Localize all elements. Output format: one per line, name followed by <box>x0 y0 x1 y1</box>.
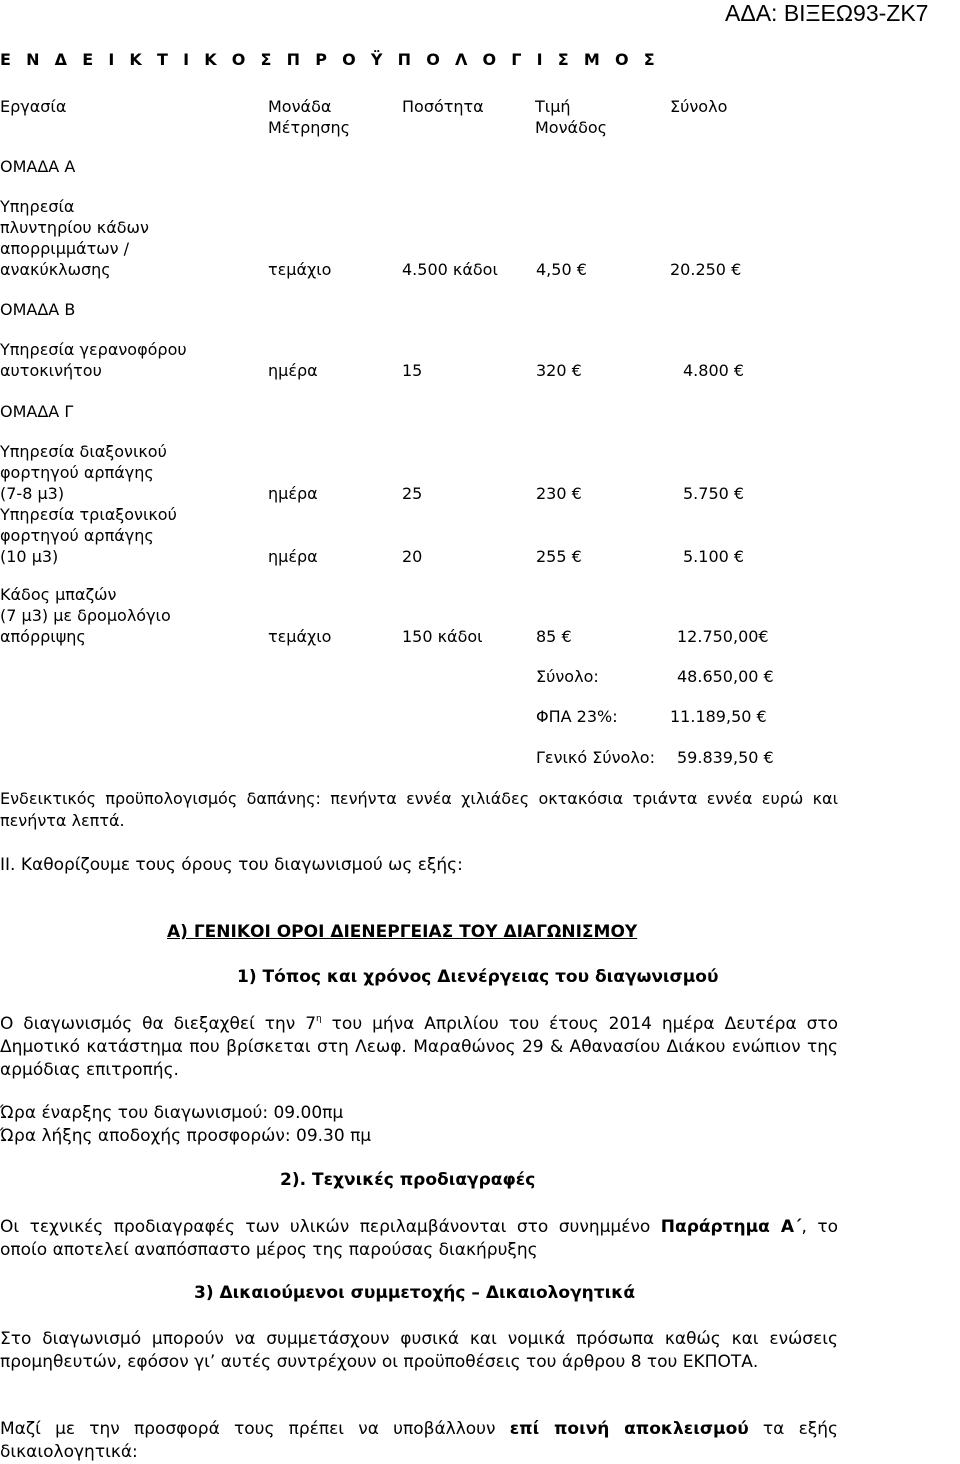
tech-specs-paragraph <box>0 1216 838 1262</box>
budget-in-words: Ενδεικτικός προϋπολογισμός δαπάνης: πενήντα εννέα χιλιάδες οκτακόσια τριάντα εννέα ευρώ και πενήντα λεπτά. <box>0 789 838 830</box>
tech-specs-text-b: , το οποίο αποτελεί αναπόσπαστο μέρος της παρούσας διακήρυξης <box>0 1217 838 1260</box>
row-qty: 25 <box>402 484 423 503</box>
grand-total-label: Γενικό Σύνολο: <box>536 748 655 767</box>
documents-text-a: Μαζί με την προσφορά τους πρέπει να υποβάλλουν <box>0 1419 510 1439</box>
row-desc-line: Υπηρεσία γερανοφόρου <box>0 340 187 359</box>
col-header-work: Εργασία <box>0 97 67 116</box>
group-label-b: ΟΜΑΔΑ Β <box>0 300 76 319</box>
table-row-desc <box>0 441 167 504</box>
row-unit: τεμάχιο <box>268 627 332 646</box>
row-price: 230 € <box>536 484 582 503</box>
row-total: 12.750,00€ <box>677 627 769 646</box>
table-row-desc <box>0 339 187 381</box>
ordinal-suffix: η <box>316 1014 322 1024</box>
tech-specs-text-a: Οι τεχνικές προδιαγραφές των υλικών περιλαμβάνονται στο συνημμένο <box>0 1217 661 1237</box>
col-header-price-line2: Μονάδος <box>535 118 608 137</box>
row-desc-line: Υπηρεσία διαξονικού <box>0 442 167 461</box>
row-desc-line: απόρριψης <box>0 627 86 646</box>
row-unit: τεμάχιο <box>268 260 332 279</box>
table-row-desc <box>0 504 177 567</box>
row-unit: ημέρα <box>268 484 318 503</box>
doc-title: Ε Ν Δ Ε Ι Κ Τ Ι Κ Ο Σ Π Ρ Ο Ϋ Π Ο Λ Ο Γ Ι Σ Μ Ο Σ <box>0 50 660 69</box>
subheading-place-time: 1) Τόπος και χρόνος Διενέργειας του διαγωνισμού <box>237 967 719 987</box>
row-desc-line: φορτηγού αρπάγης <box>0 463 154 482</box>
row-price: 4,50 € <box>536 260 587 279</box>
col-header-unit-line1: Μονάδα <box>268 97 332 116</box>
row-qty: 4.500 κάδοι <box>402 260 498 279</box>
section-ii-intro: ΙΙ. Καθορίζουμε τους όρους του διαγωνισμού ως εξής: <box>0 855 463 875</box>
row-price: 255 € <box>536 547 582 566</box>
row-qty: 20 <box>402 547 423 566</box>
col-header-price <box>535 96 607 138</box>
row-desc-line: Υπηρεσία τριαξονικού <box>0 505 177 524</box>
col-header-price-line1: Τιμή <box>535 97 571 116</box>
group-label-c: ΟΜΑΔΑ Γ <box>0 402 74 421</box>
exclusion-warning: επί ποινή αποκλεισμού <box>509 1419 749 1439</box>
row-desc-line: απορριμμάτων / <box>0 239 130 258</box>
start-time: Ώρα έναρξης του διαγωνισμού: 09.00πμ <box>0 1103 344 1123</box>
row-desc-line: Κάδος μπαζών <box>0 585 117 604</box>
end-time: Ώρα λήξης αποδοχής προσφορών: 09.30 πμ <box>0 1126 372 1146</box>
row-total: 20.250 € <box>670 260 742 279</box>
row-total: 5.100 € <box>683 547 745 566</box>
subtotal-label: Σύνολο: <box>536 667 599 686</box>
row-desc-line: πλυντηρίου κάδων <box>0 218 149 237</box>
row-desc-line: (7-8 μ3) <box>0 484 65 503</box>
vat-label: ΦΠΑ 23%: <box>536 707 618 726</box>
col-header-unit-line2: Μέτρησης <box>268 118 351 137</box>
col-header-total: Σύνολο <box>670 97 728 116</box>
row-desc-line: (7 μ3) με δρομολόγιο <box>0 606 171 625</box>
group-label-a: ΟΜΑΔΑ Α <box>0 157 76 176</box>
documents-text-b: τα εξής δικαιολογητικά: <box>0 1419 838 1462</box>
subheading-participants: 3) Δικαιούμενοι συμμετοχής – Δικαιολογητικά <box>194 1283 636 1303</box>
row-price: 85 € <box>536 627 572 646</box>
row-unit: ημέρα <box>268 547 318 566</box>
col-header-qty: Ποσότητα <box>402 97 484 116</box>
row-price: 320 € <box>536 361 582 380</box>
row-qty: 15 <box>402 361 423 380</box>
place-time-paragraph <box>0 1013 838 1082</box>
table-row-desc <box>0 196 149 280</box>
row-desc-line: φορτηγού αρπάγης <box>0 526 154 545</box>
row-desc-line: Υπηρεσία <box>0 197 75 216</box>
row-unit: ημέρα <box>268 361 318 380</box>
row-desc-line: ανακύκλωσης <box>0 260 111 279</box>
table-row-desc <box>0 584 171 647</box>
heading-general-terms: Α) ΓΕΝΙΚΟΙ ΟΡΟΙ ΔΙΕΝΕΡΓΕΙΑΣ ΤΟΥ ΔΙΑΓΩΝΙΣΜΟΥ <box>167 922 638 942</box>
annex-reference: Παράρτημα Α΄ <box>660 1217 802 1237</box>
subtotal-value: 48.650,00 € <box>677 667 774 686</box>
grand-total-value: 59.839,50 € <box>677 748 774 767</box>
vat-value: 11.189,50 € <box>670 707 767 726</box>
subheading-tech-specs: 2). Τεχνικές προδιαγραφές <box>280 1170 536 1190</box>
row-total: 4.800 € <box>683 361 745 380</box>
row-desc-line: (10 μ3) <box>0 547 59 566</box>
col-header-unit <box>268 96 350 138</box>
place-time-text-a: Ο διαγωνισμός θα διεξαχθεί την 7 <box>0 1014 317 1034</box>
row-total: 5.750 € <box>683 484 745 503</box>
documents-paragraph <box>0 1418 838 1464</box>
ada-code: ΑΔΑ: ΒΙΞΕΩ93-ΖΚ7 <box>725 0 929 26</box>
participants-paragraph: Στο διαγωνισμό μπορούν να συμμετάσχουν φυσικά και νομικά πρόσωπα καθώς και ενώσεις προμηθευτών, εφόσον γι’ αυτές συντρέχουν οι προϋποθέσεις του άρθρου 8 του ΕΚΠΟΤΑ. <box>0 1329 838 1372</box>
row-desc-line: αυτοκινήτου <box>0 361 102 380</box>
place-time-text-b: του μήνα Απριλίου του έτους 2014 ημέρα Δευτέρα στο Δημοτικό κατάστημα που βρίσκεται στη Λεωφ. Μαραθώνος 29 & Αθανασίου Διάκου ενώπιον της αρμόδιας επιτροπής. <box>0 1014 838 1080</box>
row-qty: 150 κάδοι <box>402 627 483 646</box>
